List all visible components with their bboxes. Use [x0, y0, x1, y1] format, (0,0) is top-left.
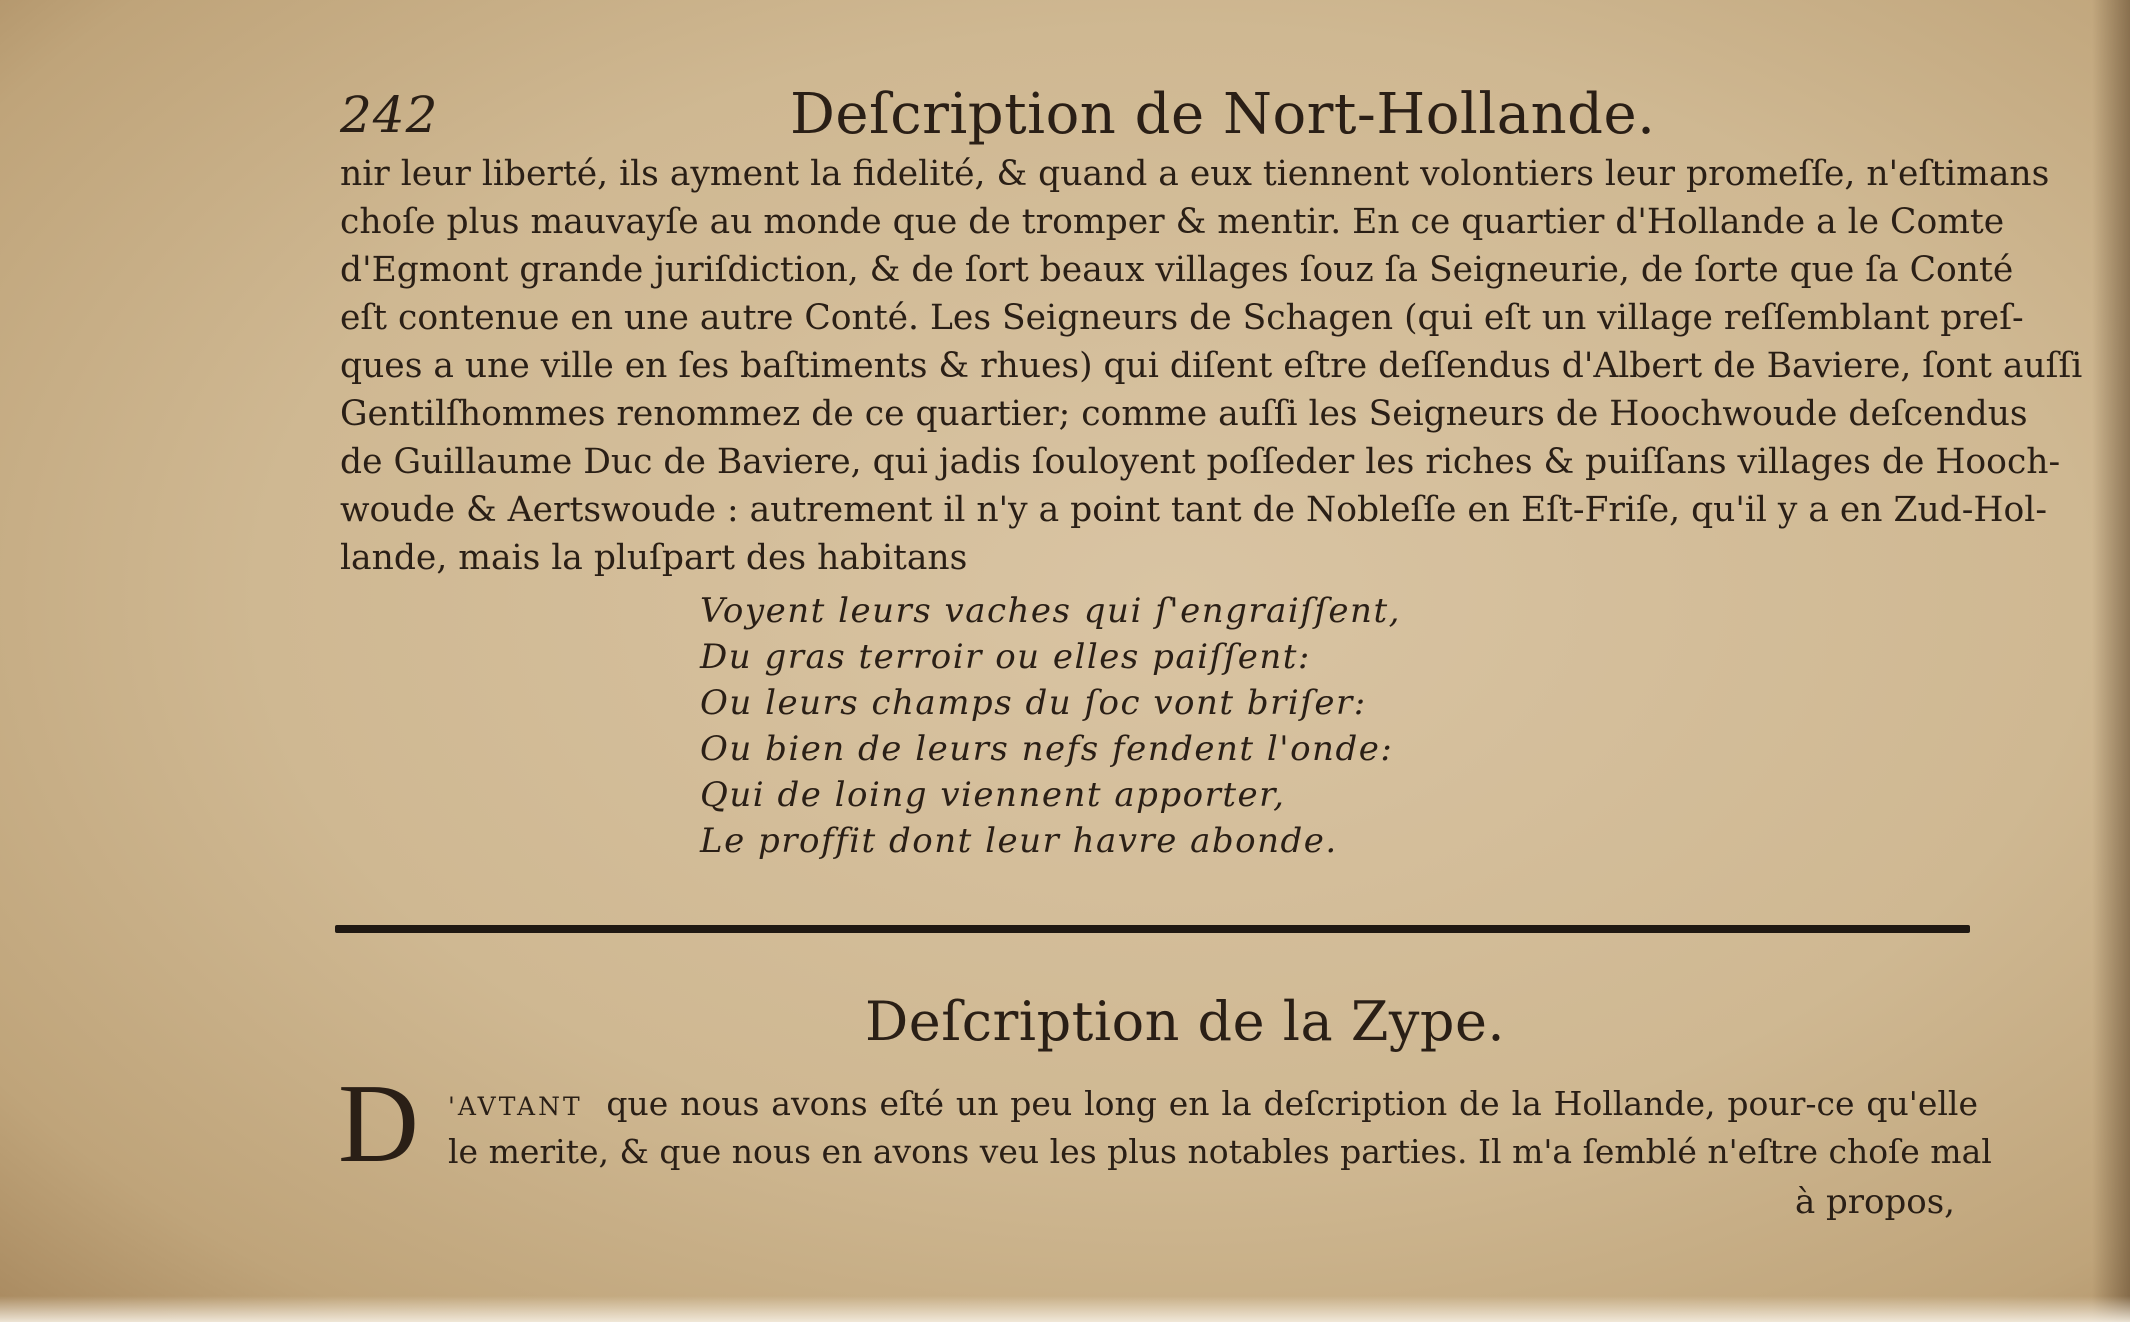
body-line: choſe plus mauvayſe au monde que de tromper & mentir. En ce quartier d'Hollande a le Comte	[340, 202, 2005, 242]
verse-line: Du gras terroir ou elles paiſſent:	[700, 637, 1311, 677]
page-number: 242	[340, 86, 439, 144]
body-line: ques a une ville en ſes baſtiments & rhues) qui diſent eſtre deſſendus d'Albert de Baviere, ſont auſſi	[340, 346, 2083, 386]
section-line-text: que nous avons eſté un peu long en la deſcription de la Hollande, pour-ce qu'elle	[606, 1084, 1978, 1123]
body-line: lande, mais la pluſpart des habitans	[340, 538, 968, 578]
verse-block	[700, 588, 1401, 864]
body-line: nir leur liberté, ils ayment la fidelité, & quand a eux tiennent volontiers leur promeſſe, n'eſtimans	[340, 154, 2050, 194]
catchword: à propos,	[1794, 1182, 1955, 1222]
verse-line: Qui de loing viennent apporter,	[700, 775, 1286, 815]
section-paragraph	[448, 1080, 1992, 1176]
body-line: de Guillaume Duc de Baviere, qui jadis ſouloyent poſſeder les riches & puiſſans villages de Hooch-	[340, 442, 2061, 482]
verse-line: Ou leurs champs du ſoc vont briſer:	[700, 683, 1367, 723]
body-line: eſt contenue en une autre Conté. Les Seigneurs de Schagen (qui eſt un village reſſemblant preſ-	[340, 298, 2024, 338]
section-line: le merite, & que nous en avons veu les plus notables parties. Il m'a ſemblé n'eſtre choſe mal	[448, 1132, 1992, 1171]
drop-cap: D	[338, 1062, 419, 1186]
verse-line: Voyent leurs vaches qui ſ'engraiſſent,	[700, 591, 1401, 631]
running-title: Deſcription de Nort-Hollande.	[790, 82, 1656, 147]
body-line: d'Egmont grande juriſdiction, & de ſort beaux villages ſouz ſa Seigneurie, de ſorte que ſa Conté	[340, 250, 2014, 290]
page-bottom-edge	[0, 1296, 2130, 1322]
body-line: woude & Aertswoude : autrement il n'y a point tant de Nobleſſe en Eſt-Friſe, qu'il y a en Zud-Hol-	[340, 490, 2047, 530]
body-line: Gentilſhommes renommez de ce quartier; comme auſſi les Seigneurs de Hoochwoude deſcendus	[340, 394, 2028, 434]
section-line	[448, 1080, 1978, 1128]
body-paragraph	[340, 150, 2083, 582]
verse-line: Ou bien de leurs nefs fendent l'onde:	[700, 729, 1394, 769]
opening-word: 'AVTANT	[448, 1092, 583, 1121]
page-edge-shadow	[2092, 0, 2130, 1322]
page-header	[340, 82, 1980, 152]
section-divider-rule	[335, 925, 1970, 933]
verse-line: Le proffit dont leur havre abonde.	[700, 821, 1338, 861]
section-title: Deſcription de la Zype.	[865, 990, 1506, 1053]
